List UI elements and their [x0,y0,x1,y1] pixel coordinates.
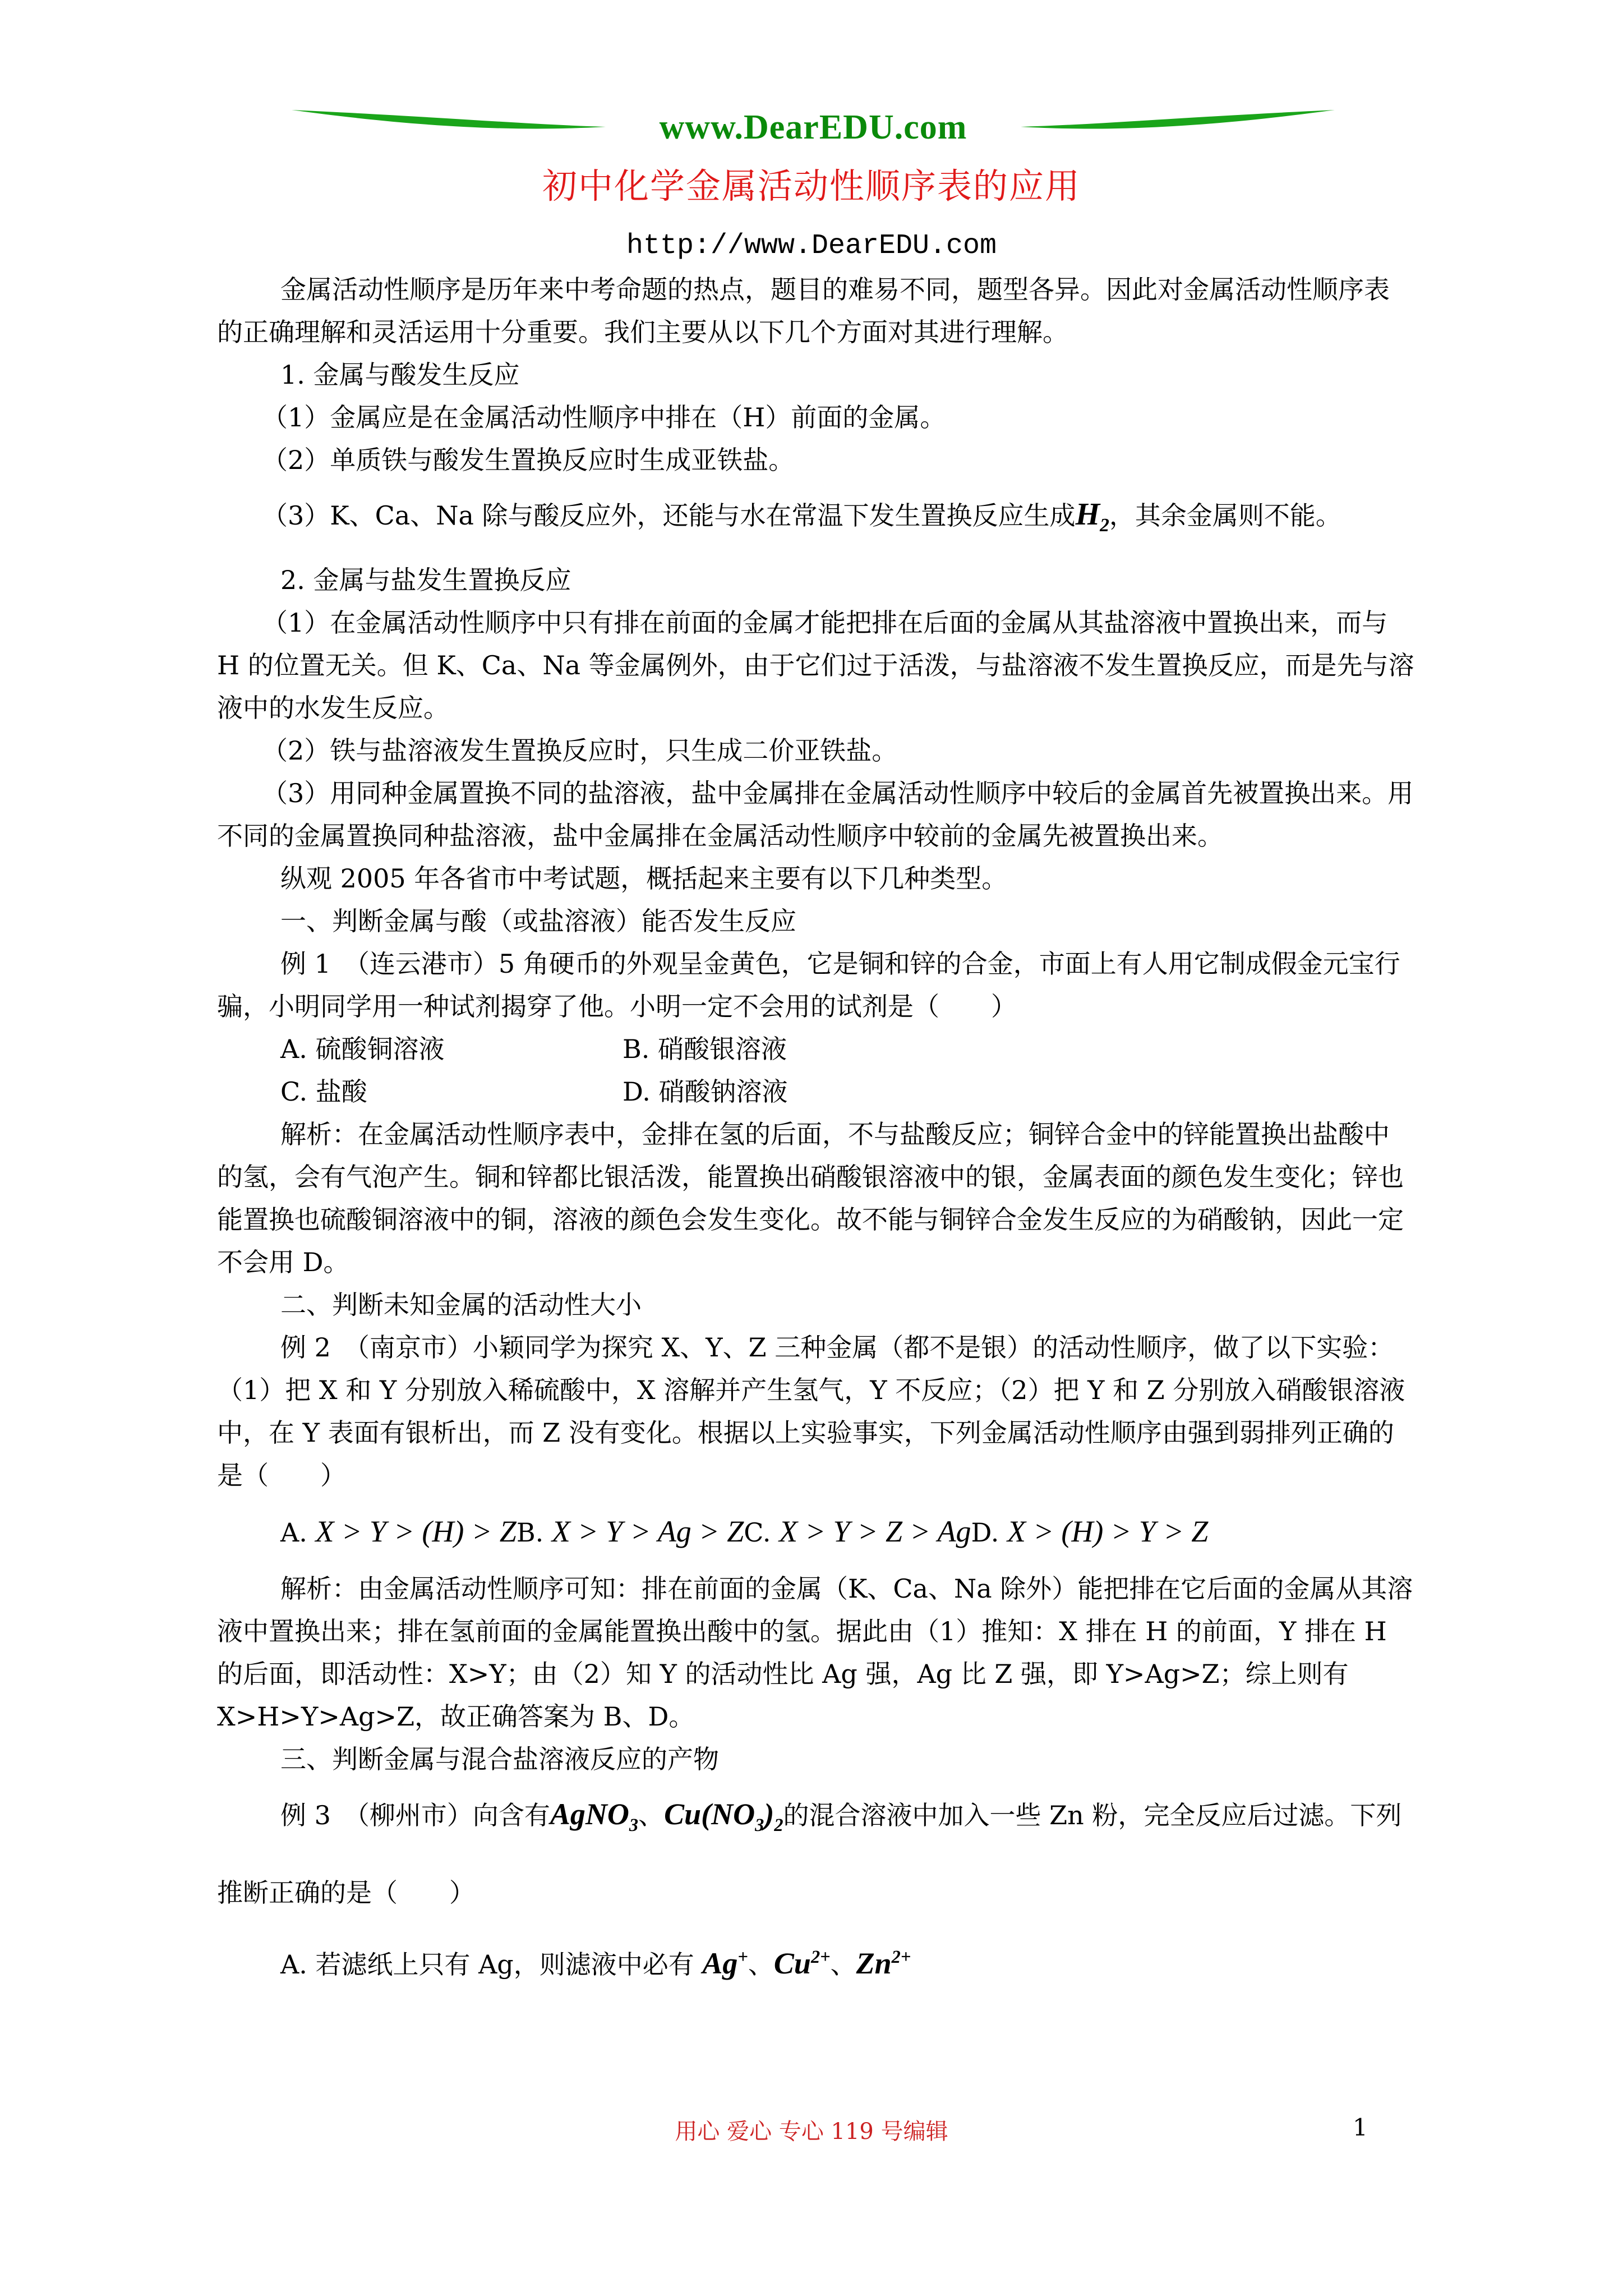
part-3-heading: 三、判断金属与混合盐溶液反应的产物 [280,1744,719,1775]
page-title: 初中化学金属活动性顺序表的应用 [542,165,1081,206]
example-2-option-c-label: C. [744,1517,771,1548]
example-2-option-b-label: B. [516,1517,544,1548]
banner-text: www.DearEDU.com [659,108,967,146]
cu-ion [774,1947,831,1980]
h2-subscript: 2 [1100,515,1109,536]
cuno32-symbol: Cu(NO [664,1797,755,1832]
example-2-analysis: 解析：由金属活动性顺序可知：排在前面的金属（K、Ca、Na 除外）能把排在它后面的金属从其溶液中置换出来；排在氢前面的金属能置换出酸中的氢。据此由（1）推知：X 排在 H 的前面，Y 排在 H 的后面，即活动性：X>Y；由（2）知 Y 的活动性比 Ag 强，Ag 比 Z 强，即 Y>Ag>Z；综上则有 X>H>Y>Ag>Z，故正确答案为 B、D。 [217,1573,1413,1732]
zn-ion-symbol: Zn [856,1946,892,1980]
formula-separator: 、 [638,1800,665,1831]
intro-paragraph: 金属活动性顺序是历年来中考命题的热点，题目的难易不同，题型各异。因此对金属活动性顺序表的正确理解和灵活运用十分重要。我们主要从以下几个方面对其进行理解。 [217,274,1390,347]
ag-ion-symbol: Ag [702,1946,738,1980]
zn-ion [856,1947,911,1980]
page-footer: 用心 爱心 专心 119 号编辑 [675,2119,948,2145]
ag-ion [702,1947,748,1980]
example-1-option-a: A. 硫酸铜溶液 [280,1034,445,1065]
document-body [217,268,1414,1995]
cu-ion-symbol: Cu [773,1946,811,1980]
section-1-point-1: （1）金属应是在金属活动性顺序中排在（H）前面的金属。 [262,402,946,432]
agno3-symbol: AgNO [550,1797,629,1832]
example-1-options-row-2 [217,1070,1414,1113]
section-2-point-3: （3）用同种金属置换不同的盐溶液，盐中金属排在金属活动性顺序中较后的金属首先被置换出来。用不同的金属置换同种盐溶液，盐中金属排在金属活动性顺序中较前的金属先被置换出来。 [217,778,1414,852]
example-2-option-c: X > Y > Z > Ag [779,1515,971,1549]
ion-separator-2: 、 [830,1949,856,1980]
example-1-option-c: C. 盐酸 [280,1076,367,1107]
section-1-point-3-text-a: （3）K、Ca、Na 除与酸反应外，还能与水在常温下发生置换反应生成 [262,500,1076,531]
example-1-analysis: 解析：在金属活动性顺序表中，金排在氢的后面，不与盐酸反应；铜锌合金中的锌能置换出盐酸中的氢，会有气泡产生。铜和锌都比银活泼，能置换出硝酸银溶液中的银，金属表面的颜色发生变化；锌也能置换也硫酸铜溶液中的铜，溶液的颜色会发生变化。故不能与铜锌合金发生反应的为硝酸钠，因此一定不会用 D。 [217,1119,1404,1278]
page-number: 1 [1353,2114,1368,2141]
agno3-subscript: 3 [629,1815,639,1835]
section-2-point-1: （1）在金属活动性顺序中只有排在前面的金属才能把排在后面的金属从其盐溶液中置换出来，而与 H 的位置无关。但 K、Ca、Na 等金属例外，由于它们过于活泼，与盐溶液不发生置换反应，而是先与溶液中的水发生反应。 [217,608,1414,724]
section-1-point-3 [217,481,1414,559]
section-1-point-3-text-b: ，其余金属则不能。 [1109,500,1341,531]
section-2-point-2: （2）铁与盐溶液发生置换反应时，只生成二价亚铁盐。 [262,735,898,766]
example-2-option-b: X > Y > Ag > Z [551,1515,744,1549]
section-2-heading: 2. 金属与盐发生置换反应 [280,565,571,596]
h2-symbol: H [1075,497,1100,532]
overview-paragraph: 纵观 2005 年各省市中考试题，概括起来主要有以下几种类型。 [280,863,1008,894]
part-2-heading: 二、判断未知金属的活动性大小 [280,1290,642,1320]
cu-ion-charge: 2+ [810,1947,831,1967]
example-3-text-a: 例 3 （柳州市）向含有 [280,1800,550,1831]
example-3-option-a [217,1926,1414,1995]
example-2-options [217,1497,1414,1567]
example-1-option-b: B. 硝酸银溶液 [623,1034,787,1065]
source-url: http://www.DearEDU.com [626,230,997,262]
part-1-heading: 一、判断金属与酸（或盐溶液）能否发生反应 [280,906,796,937]
example-2: 例 2 （南京市）小颖同学为探究 X、Y、Z 三种金属（都不是银）的活动性顺序，做了以下实验：（1）把 X 和 Y 分别放入稀硫酸中，X 溶解并产生氢气，Y 不反应；（2）把 Y 和 Z 分别放入硝酸银溶液中，在 Y 表面有银析出，而 Z 没有变化。根据以上实验事实，下列金属活动性顺序由强到弱排列正确的是（ ） [217,1332,1405,1491]
example-2-option-a-label: A. [280,1517,307,1548]
example-2-option-a: X > Y > (H) > Z [315,1515,517,1549]
section-1-point-2: （2）单质铁与酸发生置换反应时生成亚铁盐。 [262,445,795,475]
example-2-option-d: X > (H) > Y > Z [1007,1515,1209,1549]
example-1: 例 1 （连云港市）5 角硬币的外观呈金黄色，它是铜和锌的合金，市面上有人用它制成假金元宝行骗，小明同学用一种试剂揭穿了他。小明一定不会用的试剂是（ ） [217,949,1400,1022]
zn-ion-charge: 2+ [891,1947,911,1967]
example-1-option-d: D. 硝酸钠溶液 [623,1076,788,1107]
example-3-option-a-text: A. 若滤纸上只有 Ag，则滤液中必有 [280,1949,694,1980]
example-1-options-row-1 [217,1028,1414,1070]
agno3-formula [550,1797,639,1835]
site-banner [292,100,1335,154]
example-2-option-d-label: D. [971,1517,999,1548]
section-1-heading: 1. 金属与酸发生反应 [280,360,520,390]
cuno32-subscript-2: 2 [774,1815,783,1835]
example-3 [217,1780,1414,1926]
example-3-text-b: 的混合溶液中加入一些 Zn 粉，完全反应后过滤。下列推断正确的是（ ） [217,1800,1402,1908]
h2-formula [1075,497,1109,536]
cuno32-formula [664,1797,783,1835]
ag-ion-charge: + [737,1947,748,1967]
cuno32-subscript: 3 [755,1815,764,1835]
cuno32-close-paren: ) [764,1797,774,1832]
ion-separator-1: 、 [748,1949,774,1980]
